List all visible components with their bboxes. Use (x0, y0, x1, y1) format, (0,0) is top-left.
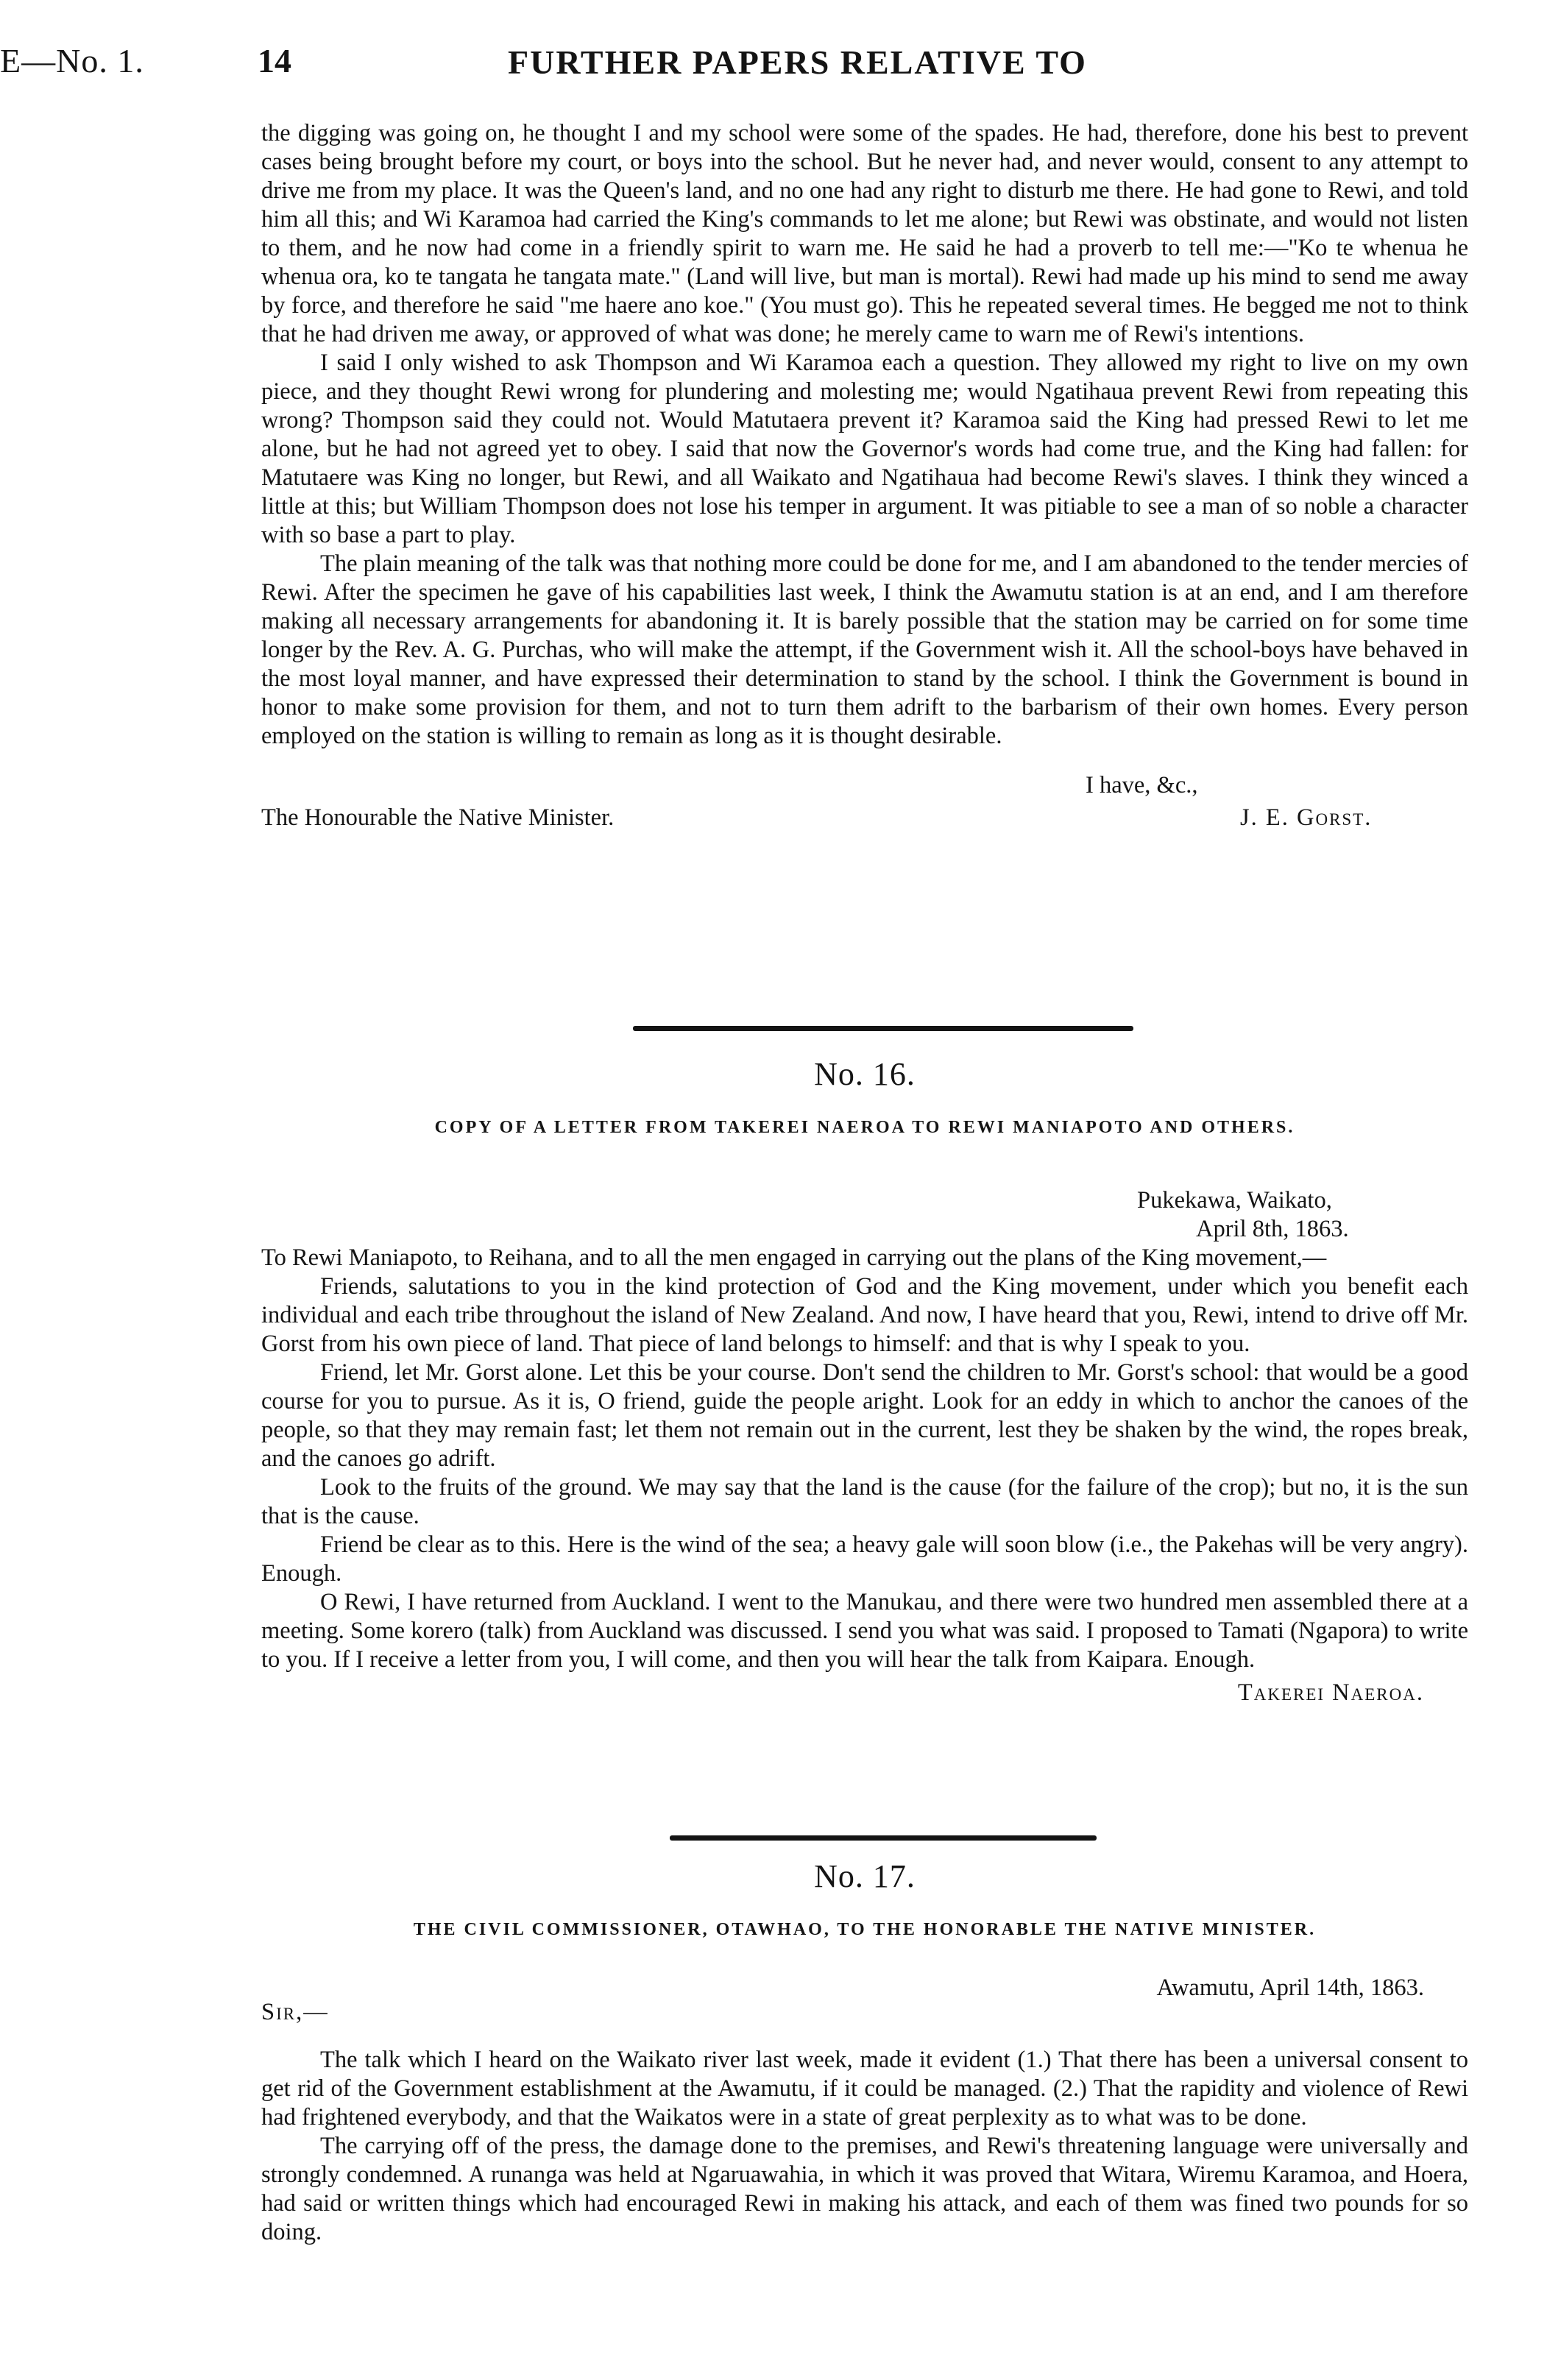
place: Pukekawa, Waikato, (1137, 1187, 1332, 1214)
signature-row (261, 804, 1468, 836)
paragraph: Friends, salutations to you in the kind protection of God and the King movement, under which you benefit each individual and each tribe throughout the island of New Zealand. And now, I have heard that you, Rewi, intend to drive off Mr. Gorst from his own piece of land. That piece of land belongs to himself: and that is why I speak to you. (261, 1273, 1468, 1357)
addressee: The Honourable the Native Minister. (261, 804, 615, 831)
salutation: Sir,— (261, 1999, 329, 2025)
letter-17 (261, 1858, 1468, 2247)
letter-number: No. 16. (814, 1056, 916, 1092)
paragraph: Friend, let Mr. Gorst alone. Let this be your course. Don't send the children to Mr. Gorst's school: that would be a good course for you to pursue. As it is, O friend, guide the people aright. Look for an eddy in which to anchor the canoes of the people, so that they may remain fast; let them not remain out in the current, lest they be shaken by the wind, the ropes break, and the canoes go adrift. (261, 1359, 1468, 1472)
paragraph: the digging was going on, he thought I and my school were some of the spades. He had, therefore, done his best to prevent cases being brought before my court, or boys into the school. But he never had, and never would, consent to any attempt to drive me from my place. It was the Queen's land, and no one had any right to disturb me there. He had gone to Rewi, and told him all this; and Wi Karamoa had carried the King's commands to let me alone; but Rewi was obstinate, and would not listen to them, and he now had come in a friendly spirit to warn me. He said he had a proverb to tell me:—"Ko te whenua he whenua ora, ko te tangata he tangata mate." (Land will live, but man is mortal). Rewi had made up his mind to send me away by force, and therefore he said "me haere ano koe." (You must go). This he repeated several times. He begged me not to think that he had driven me away, or approved of what was done; he merely came to warn me of Rewi's intentions. (261, 120, 1468, 347)
salutation: To Rewi Maniapoto, to Reihana, and to all the men engaged in carrying out the plans of the King movement,— (261, 1244, 1327, 1271)
page-number: 14 (258, 42, 291, 79)
letter-number: No. 17. (814, 1858, 916, 1894)
closing-row (261, 771, 1468, 804)
running-head: FURTHER PAPERS RELATIVE TO (508, 43, 1087, 81)
page-id: E—No. 1. (0, 42, 144, 79)
paragraph: Friend be clear as to this. Here is the wind of the sea; a heavy gale will soon blow (i.e., the Pakehas will be very angry). Enough. (261, 1531, 1468, 1587)
letter-caption: THE CIVIL COMMISSIONER, OTAWHAO, TO THE HONORABLE THE NATIVE MINISTER. (413, 1920, 1317, 1939)
signature: J. E. Gorst. (1240, 804, 1373, 831)
letter-16 (261, 1056, 1468, 1707)
paragraph: The talk which I heard on the Waikato river last week, made it evident (1.) That there has been a universal consent to get rid of the Government establishment at the Awamutu, if it could be managed. (2.) That the rapidity and violence of Rewi had frightened everybody, and that the Waikatos were in a state of great perplexity as to what was to be done. (261, 2047, 1468, 2131)
letter-caption: COPY OF A LETTER FROM TAKEREI NAEROA TO REWI MANIAPOTO AND OTHERS. (434, 1118, 1295, 1137)
signature: Takerei Naeroa. (1237, 1679, 1424, 1706)
paragraph: Look to the fruits of the ground. We may say that the land is the cause (for the failure of the crop); but no, it is the sun that is the cause. (261, 1474, 1468, 1529)
date: April 8th, 1863. (1196, 1216, 1349, 1242)
paragraph: The carrying off of the press, the damage done to the premises, and Rewi's threatening language were universally and strongly condemned. A runanga was held at Ngaruawahia, in which it was proved that Witara, Wiremu Karamoa, and Hoera, had said or written things which had encouraged Rewi in making his attack, and each of them was fined two pounds for so doing. (261, 2133, 1468, 2245)
paragraph: The plain meaning of the talk was that nothing more could be done for me, and I am abandoned to the tender mercies of Rewi. After the specimen he gave of his capabilities last week, I think the Awamutu station is at an end, and I am therefore making all necessary arrangements for abandoning it. It is barely possible that the station may be carried on for some time longer by the Rev. A. G. Purchas, who will make the attempt, if the Government wish it. All the school-boys have behaved in the most loyal manner, and have expressed their determination to stand by the school. I think the Government is bound in honor to make some provision for them, and not to turn them adrift to the barbarism of their own homes. Every person employed on the station is willing to remain as long as it is thought desirable. (261, 550, 1468, 749)
section-divider (670, 1835, 1097, 1841)
place-date: Awamutu, April 14th, 1863. (1156, 1975, 1424, 2001)
paragraph: I said I only wished to ask Thompson and Wi Karamoa each a question. They allowed my right to live on my own piece, and they thought Rewi wrong for plundering and molesting me; would Ngatihaua prevent Rewi from repeating this wrong? Thompson said they could not. Would Matutaera prevent it? Karamoa said the King had pressed Rewi to let me alone, but he had not agreed yet to obey. I said that now the Governor's words had come true, and the King had fallen: for Matutaere was King no longer, but Rewi, and all Waikato and Ngatihaua had become Rewi's slaves. I think they winced a little at this; but William Thompson does not lose his temper in argument. It was pitiable to see a man of so noble a character with so base a part to play. (261, 350, 1468, 548)
section-divider (633, 1026, 1133, 1031)
paragraph: O Rewi, I have returned from Auckland. I went to the Manukau, and there were two hundred men assembled there at a meeting. Some korero (talk) from Auckland was discussed. I send you what was said. I proposed to Tamati (Ngapora) to write to you. If I receive a letter from you, I will come, and then you will hear the talk from Kaipara. Enough. (261, 1589, 1468, 1673)
closing: I have, &c., (1086, 772, 1198, 798)
letter-continuation (261, 119, 1468, 836)
